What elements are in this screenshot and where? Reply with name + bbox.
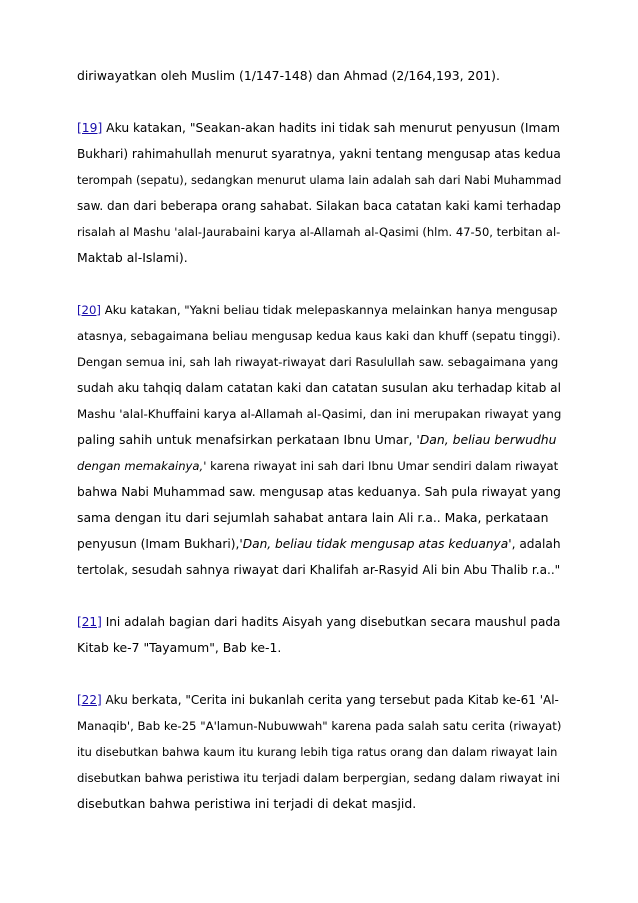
footnote-20-line-7-text: ' karena riwayat ini sah dari Ibnu Umar sendiri dalam riwayat (203, 459, 559, 473)
footnote-20-ref-link[interactable]: [20] (77, 303, 101, 317)
footnote-22 (77, 687, 561, 817)
footnote-19-line-1 (77, 115, 561, 141)
footnote-20-line-10-text: penyusun (Imam Bukhari),' (77, 537, 243, 551)
footnote-20 (77, 297, 561, 583)
footnote-19-line-3: terompah (sepatu), sedangkan menurut ulama lain adalah sah dari Nabi Muhammad (77, 173, 562, 187)
footnote-20-text-1: Aku katakan, "Yakni beliau tidak melepaskannya melainkan hanya mengusap (104, 303, 558, 317)
footnote-19-line-5: risalah al Mashu 'alal-Jaurabaini karya al-Allamah al-Qasimi (hlm. 47-50, terbitan al- (77, 225, 561, 239)
footnote-22-line-2: Manaqib', Bab ke-25 "A'lamun-Nubuwwah" karena pada salah satu cerita (riwayat) (77, 719, 562, 733)
footnote-20-line-4: sudah aku tahqiq dalam catatan kaki dan catatan susulan aku terhadap kitab al (77, 381, 561, 395)
footnote-19-line-6: Maktab al-Islami). (77, 250, 188, 265)
footnote-21 (77, 609, 561, 661)
footnote-20-line-1 (77, 297, 561, 323)
footnote-20-line-9: sama dengan itu dari sejumlah sahabat antara lain Ali r.a.. Maka, perkataan (77, 510, 549, 525)
footnote-20-line-3: Dengan semua ini, sah lah riwayat-riwayat dari Rasulullah saw. sebagaimana yang (77, 355, 559, 369)
footnote-21-line-2: Kitab ke-7 "Tayamum", Bab ke-1. (77, 640, 282, 655)
footnote-20-line-10-italic: Dan, beliau tidak mengusap atas keduanya (242, 537, 509, 551)
intro-paragraph (77, 63, 561, 89)
footnote-19-ref-link[interactable]: [19] (77, 121, 103, 135)
footnote-22-line-3: itu disebutkan bahwa kaum itu kurang lebih tiga ratus orang dan dalam riwayat lain (77, 745, 558, 759)
footnote-22-text-1: Aku berkata, "Cerita ini bukanlah cerita yang tersebut pada Kitab ke-61 'Al- (105, 693, 559, 707)
footnote-22-line-5: disebutkan bahwa peristiwa ini terjadi di dekat masjid. (77, 796, 417, 811)
footnote-19-text-1: Aku katakan, "Seakan-akan hadits ini tidak sah menurut penyusun (Imam (106, 121, 561, 135)
footnote-20-line-6-text: paling sahih untuk menafsirkan perkataan Ibnu Umar, ' (77, 432, 420, 447)
footnote-22-line-4: disebutkan bahwa peristiwa itu terjadi dalam berpergian, sedang dalam riwayat ini (77, 771, 560, 785)
footnote-21-line-1 (77, 609, 561, 635)
footnote-20-line-10 (77, 531, 561, 557)
footnote-20-line-7 (77, 453, 561, 479)
footnote-20-line-2: atasnya, sebagaimana beliau mengusap kedua kaus kaki dan khuff (sepatu tinggi). (77, 329, 561, 343)
footnote-19-line-4: saw. dan dari beberapa orang sahabat. Silakan baca catatan kaki kami terhadap (77, 199, 561, 213)
footnote-20-line-7-italic: dengan memakainya, (77, 459, 204, 473)
footnote-20-line-6-italic: Dan, beliau berwudhu (419, 432, 557, 447)
footnote-20-line-5: Mashu 'alal-Khuffaini karya al-Allamah al-Qasimi, dan ini merupakan riwayat yang (77, 407, 562, 421)
intro-line: diriwayatkan oleh Muslim (1/147-148) dan Ahmad (2/164,193, 201). (77, 68, 500, 83)
footnote-22-ref-link[interactable]: [22] (77, 693, 102, 707)
footnote-21-text-1: Ini adalah bagian dari hadits Aisyah yang disebutkan secara maushul pada (105, 615, 561, 629)
document-page (77, 63, 561, 817)
footnote-20-line-6 (77, 427, 561, 453)
footnote-19 (77, 115, 561, 271)
footnote-20-line-8: bahwa Nabi Muhammad saw. mengusap atas keduanya. Sah pula riwayat yang (77, 485, 561, 499)
footnote-22-line-1 (77, 687, 561, 713)
footnote-20-line-11: tertolak, sesudah sahnya riwayat dari Khalifah ar-Rasyid Ali bin Abu Thalib r.a.." (77, 563, 561, 577)
footnote-20-line-10-tail: ', adalah (508, 537, 561, 551)
footnote-21-ref-link[interactable]: [21] (77, 615, 102, 629)
footnote-19-line-2: Bukhari) rahimahullah menurut syaratnya, yakni tentang mengusap atas kedua (77, 147, 561, 161)
